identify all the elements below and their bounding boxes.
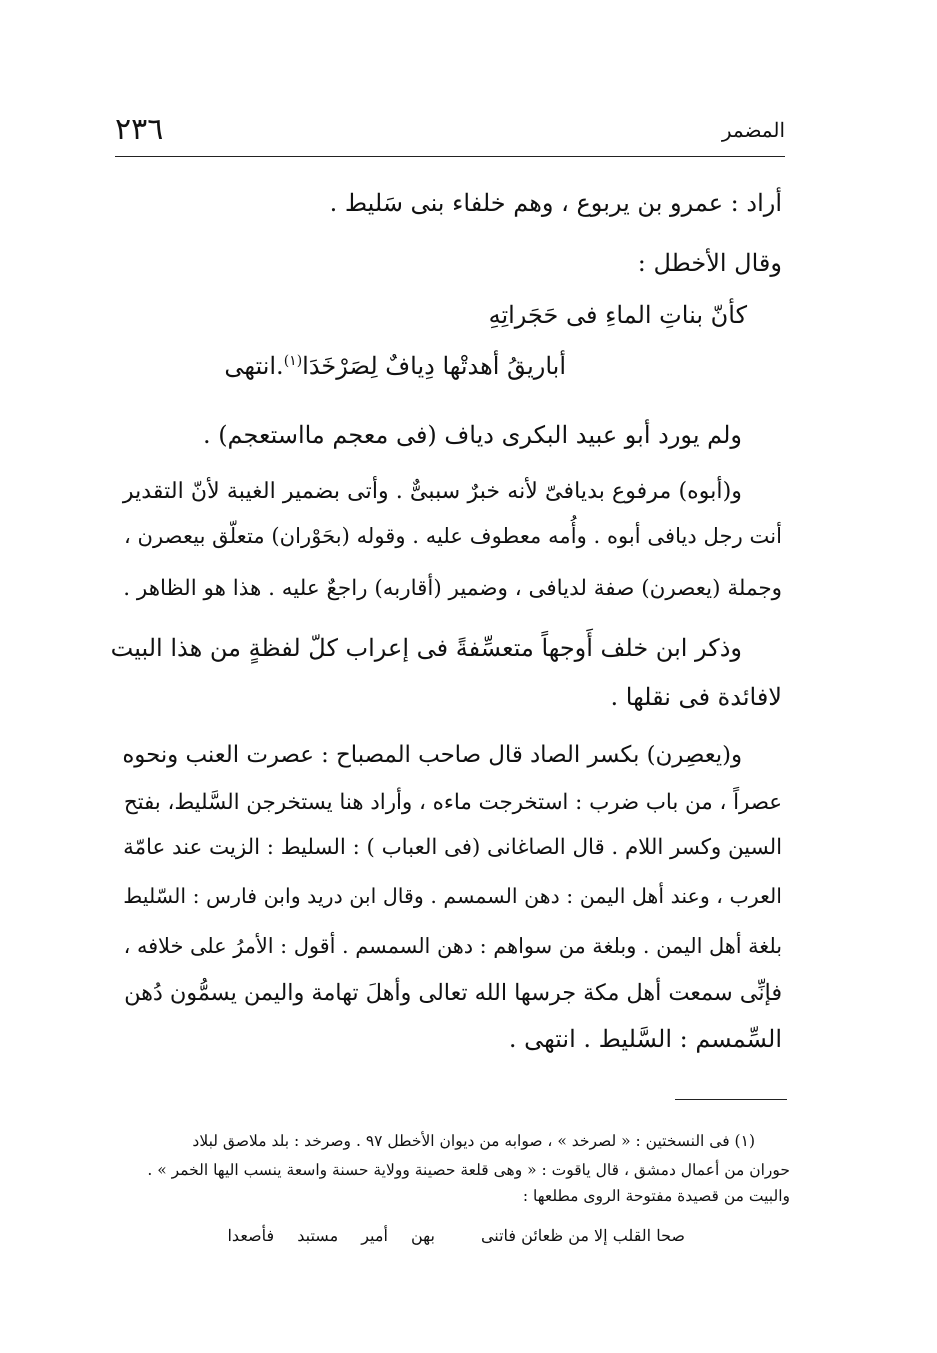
page-header [115, 112, 785, 152]
main-text [110, 183, 782, 1063]
text-line: وذكر ابن خلف أَوجهاً متعسِّفةً فى إعراب كلّ لفظةٍ من هذا البيت [110, 634, 742, 662]
text-line: العرب ، وعند أهل اليمن : دهن السمسم . وقال ابن دريد وابن فارس : السّليط [123, 884, 782, 908]
text-line: أراد : عمرو بن يربوع ، وهم خلفاء بنى سَليط . [329, 189, 782, 217]
text-line: و(يعصِرن) بكسر الصاد قال صاحب المصباح : عصرت العنب ونحوه [122, 742, 742, 768]
poem-ending: .انتهى [224, 352, 284, 380]
text-line: السين وكسر اللام . قال الصاغانى (فى العباب ) : السليط : الزيت عند عامّة [123, 835, 782, 860]
text-line: أنت رجل ديافى أبوه . وأُمه معطوف عليه . وقوله (بحَوْران) متعلّق بيعصرن ، [123, 523, 782, 548]
poem-hemistich-1: كأنّ بناتِ الماءِ فى حَجَراتِهِ [488, 301, 747, 329]
footnote-line: حوران من أعمال دمشق ، قال ياقوت : « وهى قلعة حصينة وولاية حسنة واسعة ينسب اليها الخمر » . [147, 1161, 790, 1179]
running-title: المضمر [721, 118, 785, 142]
page-number: ٢٣٦ [115, 112, 164, 147]
footnotes [110, 1128, 790, 1268]
text-line: فإنِّى سمعت أهل مكة جرسها الله تعالى وأهلَ تهامة واليمن يسمُّون دُهن [124, 980, 782, 1006]
text-line: السِّمسم : السَّليط . انتهى . [508, 1025, 782, 1053]
footnote-divider [675, 1099, 787, 1100]
text-line: لافائدة فى نقلها . [610, 683, 782, 711]
footnote-marker: (١) [283, 353, 303, 369]
text-line: بلغة أهل اليمن . وبلغة من سواهم : دهن السمسم . أقول : الأمرُ على خلافه ، [123, 934, 782, 958]
text-line: و(أبوه) مرفوع بديافىّ لأنه خبرٌ سببىٌّ . وأتى بضمير الغيبة لأنّ التقدير [122, 478, 742, 504]
poem-hemistich-2 [224, 341, 566, 386]
text-line: وجملة (يعصرن) صفة لديافى ، وضمير (أقاربه) راجعٌ عليه . هذا هو الظاهر . [123, 576, 782, 601]
text-line: ولم يورد أبو عبيد البكرى دياف (فى معجم مااستعجم) . [202, 421, 742, 449]
text-line: وقال الأخطل : [637, 249, 782, 277]
footnote-verse-part-2: بهن أمير مستبد فأصعدا [227, 1226, 435, 1245]
footnote-line: والبيت من قصيدة مفتوحة الروى مطلعها : [522, 1187, 790, 1205]
footnote-line: (١) فى النسختين : « لصرخد » ، صوابه من ديوان الأخطل ٩٧ . وصرخد : بلد ملاصق لبلاد [192, 1132, 755, 1150]
text-line: عصراً ، من باب ضرب : استخرجت ماءه ، وأراد هنا يستخرجن السَّليط، بفتح [123, 790, 782, 815]
poem-hemistich-2-text: أباريقُ أهدتْها دِيافٌ لِصَرْخَدَا [302, 352, 566, 380]
header-divider [115, 156, 785, 157]
footnote-verse-part-1: صحا القلب إلا من ظعائن فاتنى [480, 1226, 685, 1245]
